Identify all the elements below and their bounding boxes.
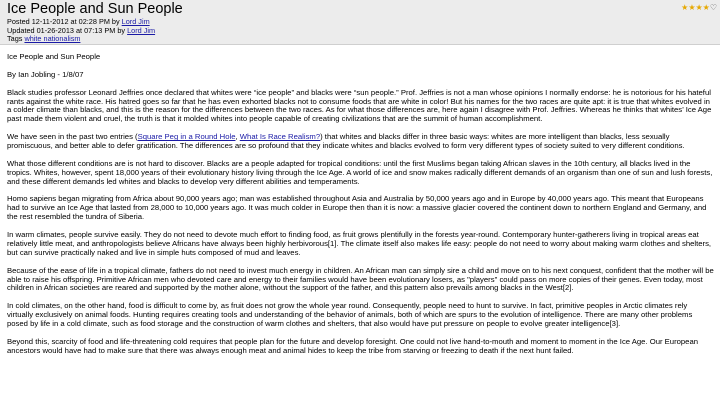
posted-label: Posted 12-11-2012 at 02:28 PM by — [7, 17, 120, 26]
paragraph-3: What those different conditions are is not hard to discover. Blacks are a people adapted for tropical conditions: until the first Muslims began taking African slaves in the 10th century, all blacks lived in the tropics. Whites, however, spent 18,000 years of their evolutionary history living through the Ice Age. A world of ice and snow makes radically different demands of an organism than one of sun and lush forests, and these different demands led whites and blacks to develop very different abilities and temperaments. — [7, 158, 713, 186]
star-outline-icon: ♡ — [709, 3, 717, 12]
paragraph-1: Black studies professor Leonard Jeffries once declared that whites were “ice people” and blacks were “sun people.” Prof. Jeffries is not a man whose opinions I normally endorse: he is notorious for his hateful rants against the white race. His hatred goes so far that he has even exhorted blacks not to consume foods that are white in color! But his names for the two races are quite apt: it is true that whites evolved in a colder climate than blacks, and this is the reason for the differences between the two races. As for what those differences are, here again I disagree with Prof. Jeffries. Whereas he thinks that whites’ Ice Age past made them violent and cruel, the truth is that it molded whites into people capable of creating civilizations that are the summit of human accomplishment. — [7, 87, 712, 124]
updated-label: Updated 01-26-2013 at 07:13 PM by — [7, 25, 126, 35]
tags-line — [7, 34, 80, 43]
entry-header — [0, 0, 720, 45]
star-icon: ★ — [688, 3, 696, 12]
updated-author-link[interactable]: Lord Jim — [127, 25, 156, 35]
paragraph-2-text-a: We have seen in the past two entries ( — [7, 132, 138, 142]
paragraph-2-text-b: , — [235, 132, 240, 142]
rating-stars[interactable] — [681, 3, 717, 12]
tags-label: Tags — [7, 34, 23, 43]
paragraph-2 — [7, 133, 715, 151]
star-icon: ★ — [702, 3, 710, 12]
square-peg-link[interactable]: Square Peg in a Round Hole — [137, 132, 236, 142]
paragraph-8: Beyond this, scarcity of food and life-threatening cold requires that people plan for the future and develop foresight. One could not live hand-to-mouth and moment to moment in the Ice Age. Our European ancestors would have had to make sure that there was always enough meat and animal hides to keep the tribe from starving or freezing to death if the next hunt failed. — [7, 336, 699, 355]
body-heading: Ice People and Sun People — [7, 52, 101, 61]
star-icon: ★ — [695, 3, 703, 12]
paragraph-4: Homo sapiens began migrating from Africa about 90,000 years ago; man was established throughout Asia and Australia by 50,000 years ago and in Europe by 40,000 years ago. This meant that Europeans had to survive an Ice Age that lasted from 28,000 to 10,000 years ago. It was much colder in Europe then than it is now: a massive glacier covered the continent down to northern England and Germany, and the rest resembled the tundra of Siberia. — [7, 194, 707, 222]
byline: By Ian Jobling - 1/8/07 — [7, 69, 84, 79]
paragraph-7: In cold climates, on the other hand, food is difficult to come by, as fruit does not grow the whole year round. Consequently, people need to hunt to survive. In fact, primitive peoples in Arctic climates rely virtually exclusively on animal foods. Hunting requires creating tools and understanding of the behavior of animals, both of which are spurs to the evolution of intelligence. There are many other problems posed by life in a cold climate, such as food storage and the construction of warm clothes and shelters, that also would have put pressure on people to evolve greater intelligence[3]. — [7, 301, 693, 329]
entry-title: Ice People and Sun People — [7, 1, 183, 17]
star-icon: ★ — [681, 3, 689, 12]
paragraph-5: In warm climates, people survive easily. They do not need to devote much effort to finding food, as fruit grows plentifully in the forests year-round. Contemporary hunter-gatherers living in tropical areas eat relatively little meat, and anthropologists believe Africans have always been highly herbivorous[1]. The climate itself also makes life easy: people do not need to worry about making warm clothes and shelters, but can survive practically naked and live in simple huts composed of mud and leaves. — [7, 230, 712, 257]
race-realism-link[interactable]: What Is Race Realism? — [239, 132, 321, 142]
paragraph-2-text-c: ) that whites and blacks differ in three basic ways: whites are more intelligent than blacks, less sexually promiscuous, and better able to defer gratification. The differences are so profound that they indicate whites and blacks evolved to form very different types of society suited to very different conditions. — [7, 132, 685, 151]
paragraph-6: Because of the ease of life in a tropical climate, fathers do not need to invest much energy in children. An African man can simply sire a child and move on to his next conquest, confident that the mother will be able to raise his offspring. Primitive African men who devoted care and energy to their families would have been evolutionary losers, as "players" could pass on more copies of their genes. Even today, most children in African societies are reared and supported by the mother alone, without the support of the father, and this pattern also prevails among blacks in the West[2]. — [7, 265, 714, 293]
tag-link[interactable]: white nationalism — [24, 34, 81, 43]
posted-author-link[interactable]: Lord Jim — [121, 17, 150, 26]
entry-body — [7, 46, 715, 365]
